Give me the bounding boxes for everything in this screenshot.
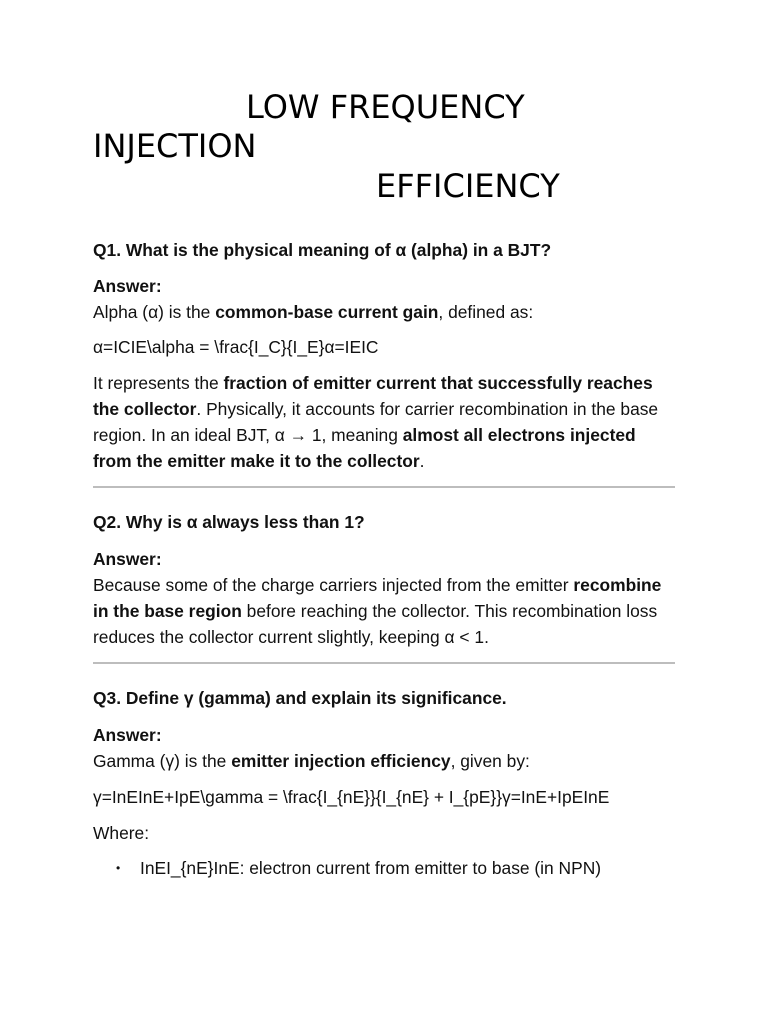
q3-formula: γ=InEInE+IpE\gamma = \frac{I_{nE}}{I_{nE} + I_{pE}}γ=InE+IpEInE [93,786,610,807]
q2-answer-label: Answer: [93,549,162,570]
q2-answer-text-pre: Because some of the charge carriers injected from the emitter [93,574,574,595]
q2-answer-text-post: before reaching the collector. This recombination loss reduces the collector current slightly, keeping α < 1. [93,600,658,647]
q3-answer-label: Answer: [93,725,162,746]
q3-question-text: Q3. Define γ (gamma) and explain its significance. [93,688,507,709]
q3-answer-text-pre: Gamma (γ) is the [93,750,232,771]
q1-explanation-bold-2: almost all electrons injected from the emitter make it to the collector [93,424,636,471]
q3-answer-bold: emitter injection efficiency [231,750,451,771]
q3-question [93,686,675,713]
section-divider-2 [93,662,675,664]
q1-question: Q1. What is the physical meaning of α (alpha) in a BJT? [93,240,552,260]
q1-explanation-mid: . Physically, it accounts for carrier recombination in the base region. In an ideal BJT, α → 1, meaning [93,398,659,445]
q1-answer-text-pre: Alpha (α) is the [93,301,216,322]
q3-where-list [93,856,675,882]
q1-answer-bold: common-base current gain [215,301,439,322]
q1-explanation [93,371,675,474]
q1-formula: α=ICIE\alpha = \frac{I_C}{I_E}α=IEIC [93,337,379,358]
q3-where-label: Where: [93,822,150,843]
q2-question [93,510,675,537]
document-body [93,238,675,882]
title-line-1: LOW FREQUENCY [246,88,525,126]
q1-answer-label: Answer: [93,275,162,296]
q1-explanation-post: . [419,450,425,471]
section-divider-1 [93,486,675,488]
q3-answer-text-post: , given by: [450,750,530,771]
q1-explanation-pre: It represents the [93,373,224,394]
q2-answer-bold: recombine in the base region [93,574,662,621]
list-item: • InEI_{nE}InE: electron current from emitter to base (in NPN) [140,856,675,882]
title-line-2: INJECTION [93,127,257,165]
q1-answer-text-post: , defined as: [438,301,534,322]
q3-answer [93,723,675,775]
title-line-3: EFFICIENCY [376,167,560,205]
q1-answer [93,274,675,326]
q2-question-text: Q2. Why is α always less than 1? [93,512,365,533]
q2-answer [93,547,675,650]
q1-explanation-bold-1: fraction of emitter current that successfully reaches the collector [93,373,653,419]
